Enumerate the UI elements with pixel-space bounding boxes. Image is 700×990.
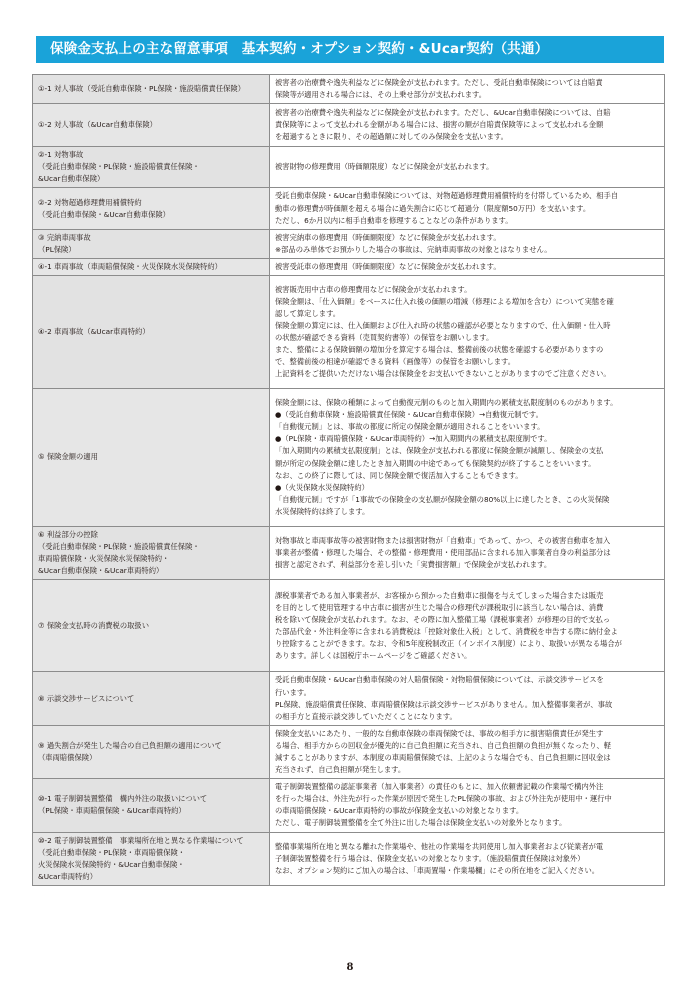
row-content-line: 水災保険特約は終了します。: [275, 506, 370, 516]
row-label-line: 車両賠償保険・火災保険水災保険特約・: [38, 554, 170, 564]
row-content-line: た部品代金・外注料金等に含まれる消費税は「控除対象仕入税」として、消費税を申告する際に納付金よ: [275, 626, 618, 636]
row-content-line: 電子制御装置整備の認証事業者（加入事業者）の責任のもとに、加入依頼書記載の作業場で構内外注: [275, 782, 604, 792]
row-content-line: 「加入期間内の累積支払限度制」とは、保険金が支払われる都度に保険金額が減額し、保険金の支払: [275, 446, 604, 456]
table-row: [33, 580, 665, 672]
table-row: [33, 276, 665, 389]
table-row: [33, 75, 665, 104]
section-header: 保険金支払上の主な留意事項 基本契約・オプション契約・&Ucar契約（共通）: [36, 36, 664, 63]
row-content-line: 保険等が適用される場合には、その上乗せ部分が支払われます。: [275, 90, 487, 100]
row-label: [33, 832, 270, 885]
row-label-line: （受託自動車保険・PL保険・施設賠償責任保険・: [38, 162, 200, 172]
row-label-line: ①-2 対人事故（&Ucar自動車保険）: [38, 120, 157, 130]
row-label: [33, 779, 270, 832]
row-label: [33, 276, 270, 389]
table-row: [33, 188, 665, 229]
row-content: [270, 527, 665, 580]
row-label-line: ②-1 対物事故: [38, 150, 84, 160]
row-content-line: 額が所定の保険金額に達したとき加入期間の中途であっても保険契約が終了することをいいます。: [275, 458, 596, 468]
row-label-line: ④-1 車両事故（車両賠償保険・火災保険水災保険特約）: [38, 261, 222, 271]
row-content-line: る場合、相手方からの回収金が優先的に自己負担額に充当され、自己負担額の負担が無くなったり、軽: [275, 740, 612, 750]
row-label: [33, 672, 270, 725]
row-content: [270, 75, 665, 104]
table-row: [33, 104, 665, 147]
notes-table: [32, 74, 665, 886]
table-row: [33, 832, 665, 885]
row-content-line: 受託自動車保険・&Ucar自動車保険の対人賠償保険・対物賠償保険については、示談交渉サービスを: [275, 675, 604, 685]
row-content-line: ●（火災保険水災保険特約）: [275, 482, 369, 492]
row-content-line: 損害と認定されず、利益部分を差し引いた「実費損害額」で保険金が支払われます。: [275, 560, 552, 570]
row-label-line: ⑦ 保険金支払時の消費税の取扱い: [38, 620, 150, 630]
row-content-line: また、整備による保険価額の増加分を算定する場合は、整備前後の状態を確認する必要がありますの: [275, 345, 604, 355]
row-content: [270, 389, 665, 527]
row-content-line: 保険金額は、「仕入価額」をベースに仕入れ後の価額の増減（修理による増加を含む）について実態を確: [275, 296, 614, 306]
row-content-line: を目的として使用管理する中古車に損害が生じた場合の修理代が課税取引に該当しない場合は、消費: [275, 602, 604, 612]
row-content: [270, 104, 665, 147]
row-label: [33, 147, 270, 188]
row-content-line: あります。詳しくは国税庁ホームページをご確認ください。: [275, 651, 472, 661]
row-content: [270, 147, 665, 188]
row-content-line: ただし、6か月以内に相手自動車を修理することなどの条件があります。: [275, 215, 513, 225]
row-content-line: 認して算定します。: [275, 308, 341, 318]
row-content: [270, 258, 665, 275]
row-label-line: ①-1 対人事故（受託自動車保険・PL保険・施設賠償責任保険）: [38, 84, 246, 94]
row-label-line: ⑩-1 電子制御装置整備 構内外注の取扱いについて: [38, 794, 208, 804]
row-content-line: の状態が確認できる資料（売買契約書等）の保管をお願いします。: [275, 333, 494, 343]
row-content-line: 事業者が整備・修理した場合、その整備・修理費用・使用部品に含まれる加入事業者自身の利益部分は: [275, 548, 611, 558]
row-content-line: の車両賠償保険・&Ucar車両特約の事故が保険金支払いの対象となります。: [275, 806, 524, 816]
row-content-line: 対物事故と車両事故等の被害財物または損害財物が「自動車」であって、かつ、その被害自動車を加入: [275, 536, 611, 546]
table-row: [33, 672, 665, 725]
row-content-line: 減することがありますが、本制度の車両賠償保険では、上記のような場合でも、自己負担額に回収金は: [275, 752, 611, 762]
row-content-line: 保険金支払いにあたり、一般的な自動車保険の車両保険では、事故の相手方に損害賠償責任が発生す: [275, 728, 604, 738]
table-row: [33, 258, 665, 275]
row-label: [33, 258, 270, 275]
row-content: [270, 779, 665, 832]
row-label: [33, 580, 270, 672]
row-content-line: ただし、電子制御装置整備を全て外注に出した場合は保険金支払いの対象外となります。: [275, 818, 567, 828]
row-content-line: 動車の修理費が時価額を超える場合に過失割合に応じて超過分（限度額50万円）を支払います。: [275, 203, 591, 213]
row-content-line: り控除することができます。なお、令和5年度税制改正（インボイス制度）により、取扱いが異なる場合が: [275, 639, 622, 648]
row-content-line: 受託自動車保険・&Ucar自動車保険については、対物超過修理費用補償特約を付帯しているため、相手自: [275, 191, 619, 201]
row-content-line: 「自動復元制」ですが「1事故での保険金の支払額が保険金額の80%以上に達したとき、この火災保険: [275, 494, 610, 504]
table-row: [33, 527, 665, 580]
row-label: [33, 75, 270, 104]
row-label-line: （車両賠償保険）: [38, 752, 97, 762]
row-label-line: 火災保険水災保険特約・&Ucar自動車保険・: [38, 859, 185, 869]
row-content: [270, 725, 665, 778]
row-content-line: 被害者の治療費や逸失利益などに保険金が支払われます。ただし、&Ucar自動車保険については、自賠: [275, 108, 611, 118]
row-label-line: &Ucar車両特約）: [38, 871, 97, 881]
row-content-line: 保険金額には、保険の種類によって自動復元制のものと加入期間内の累積支払限度制のものがあります。: [275, 398, 618, 408]
row-label-line: （受託自動車保険・PL保険・車両賠償保険・: [38, 847, 186, 857]
row-content-line: PL保険、施設賠償責任保険、車両賠償保険は示談交渉サービスがありません。加入整備事業者が、事故: [275, 699, 613, 709]
row-content: [270, 188, 665, 229]
row-label: [33, 725, 270, 778]
row-content-line: ●（PL保険・車両賠償保険・&Ucar車両特約）→加入期間内の累積支払限度制です。: [275, 434, 552, 444]
row-label-line: ⑨ 過失割合が発生した場合の自己負担額の適用について: [38, 740, 222, 750]
row-label-line: ⑩-2 電子制御装置整備 事業場所在地と異なる作業場について: [38, 835, 244, 845]
row-content-line: 「自動復元制」とは、事故の都度に所定の保険金額が適用されることをいいます。: [275, 422, 545, 432]
row-label-line: （受託自動車保険・PL保険・施設賠償責任保険・: [38, 542, 200, 552]
row-content-line: 被害受託車の修理費用（時価額限度）などに保険金が支払われます。: [275, 261, 501, 271]
row-content: [270, 672, 665, 725]
row-content-line: 被害販売用中古車の修理費用などに保険金が支払われます。: [275, 284, 472, 294]
row-label-line: ⑥ 利益部分の控除: [38, 530, 98, 540]
row-label-line: ②-2 対物超過修理費用補償特約: [38, 197, 142, 207]
row-content-line: を行った場合は、外注先が行った作業が原因で発生したPL保険の事故、および外注先が使用中・運行中: [275, 794, 612, 804]
row-content-line: 行います。: [275, 687, 311, 697]
row-label: [33, 229, 270, 258]
row-label-line: （PL保険）: [38, 244, 76, 254]
table-row: [33, 389, 665, 527]
row-content-line: 責保険等によって支払われる金額がある場合には、損害の額が自賠責保険等によって支払われる金額: [275, 120, 604, 130]
row-content: [270, 229, 665, 258]
row-content-line: 充当されず、自己負担額が発生します。: [275, 765, 406, 775]
row-content-line: 被害完納車の修理費用（時価額限度）などに保険金が支払われます。: [275, 232, 501, 242]
row-content-line: 課税事業者である加入事業者が、お客様から預かった自動車に損傷を与えてしまった場合または販売: [275, 590, 604, 600]
row-content-line: ●（受託自動車保険・施設賠償責任保険・&Ucar自動車保険）→自動復元制です。: [275, 410, 543, 420]
row-label: [33, 188, 270, 229]
page-number: 8: [346, 962, 354, 973]
row-content-line: なお、この終了に際しては、同じ保険金額で復活加入することもできます。: [275, 470, 523, 480]
row-content-line: で、整備前後の相違が確認できる資料（画像等）の保管をお願いします。: [275, 357, 516, 367]
row-label-line: &Ucar自動車保険）: [38, 174, 105, 184]
row-content: [270, 580, 665, 672]
row-label: [33, 527, 270, 580]
row-content-line: 整備事業場所在地と異なる離れた作業場や、他社の作業場を共同使用し加入事業者および従業者が電: [275, 841, 604, 851]
row-content: [270, 276, 665, 389]
row-label-line: &Ucar自動車保険・&Ucar車両特約）: [38, 566, 164, 576]
row-content-line: ※部品のみ単体でお預かりした場合の事故は、完納車両事故の対象とはなりません。: [275, 244, 552, 254]
row-content-line: 上記資料をご提供いただけない場合は保険金をお支払いできないことがありますのでご注意ください。: [275, 369, 611, 379]
row-content-line: なお、オプション契約にご加入の場合は、「車両置場・作業場欄」にその所在地をご記入ください。: [275, 865, 600, 875]
row-label: [33, 389, 270, 527]
row-content-line: の相手方と直接示談交渉していただくことになります。: [275, 711, 457, 721]
row-label-line: ④-2 車両事故（&Ucar車両特約）: [38, 326, 150, 336]
row-label-line: ⑤ 保険金額の適用: [38, 452, 98, 462]
row-content: [270, 832, 665, 885]
table-row: [33, 229, 665, 258]
row-label-line: ③ 完納車両事故: [38, 232, 91, 242]
row-label-line: （受託自動車保険・&Ucar自動車保険）: [38, 209, 170, 219]
table-row: [33, 725, 665, 778]
row-content-line: 子制御装置整備を行う場合は、保険金支払いの対象となります。（施設賠償責任保険は対象外）: [275, 853, 585, 863]
row-content-line: 税を除いて保険金が支払われます。なお、その際に加入整備工場（課税事業者）が修理の目的で支払っ: [275, 614, 611, 624]
table-row: [33, 779, 665, 832]
row-content-line: 保険金額の算定には、仕入価額および仕入れ時の状態の確認が必要となりますので、仕入価額・仕入時: [275, 320, 611, 330]
table-row: [33, 147, 665, 188]
row-label-line: （PL保険・車両賠償保険・&Ucar車両特約）: [38, 806, 186, 816]
row-label-line: ⑧ 示談交渉サービスについて: [38, 693, 135, 703]
row-content-line: 被害財物の修理費用（時価額限度）などに保険金が支払われます。: [275, 162, 494, 172]
row-label: [33, 104, 270, 147]
row-content-line: 被害者の治療費や逸失利益などに保険金が支払われます。ただし、受託自動車保険については自賠責: [275, 78, 603, 87]
row-content-line: を超過するときに限り、その超過額に対してのみ保険金を支払います。: [275, 132, 508, 142]
